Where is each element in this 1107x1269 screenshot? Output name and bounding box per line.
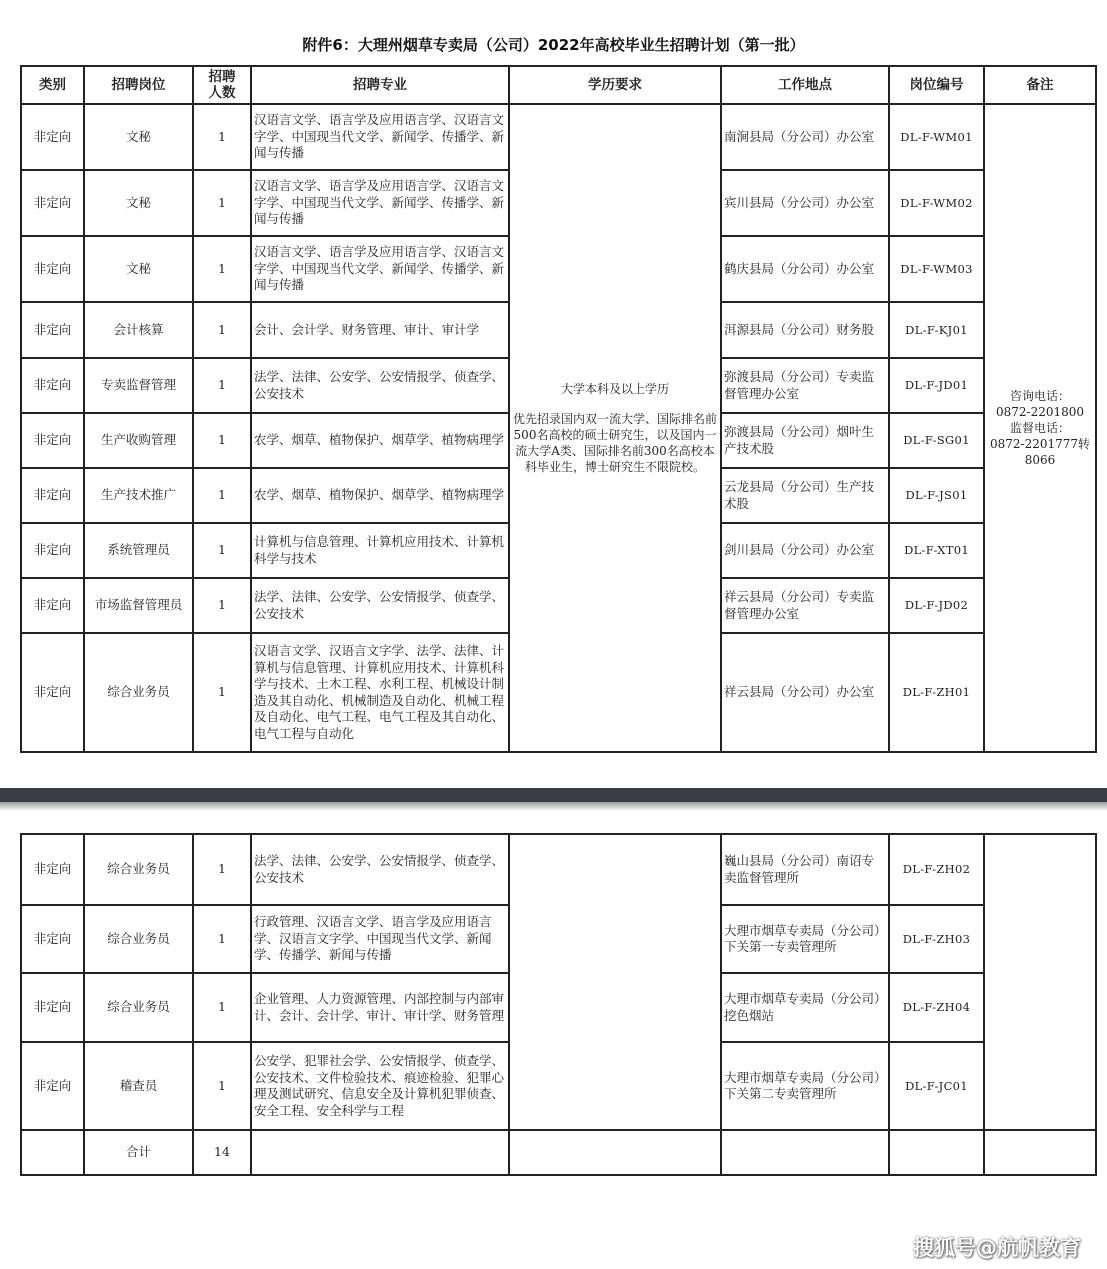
category-cell: 非定向 — [21, 358, 84, 413]
position-cell: 专卖监督管理 — [84, 358, 193, 413]
position-cell: 综合业务员 — [84, 973, 193, 1042]
position-cell: 系统管理员 — [84, 523, 193, 578]
education-degree: 大学本科及以上学历 — [560, 382, 669, 396]
table-row — [21, 104, 1096, 170]
location-cell: 云龙县局（分公司）生产技术股 — [721, 468, 889, 523]
count-cell: 1 — [193, 905, 251, 973]
location-cell: 剑川县局（分公司）办公室 — [721, 523, 889, 578]
code-cell: DL-F-ZH04 — [889, 973, 984, 1042]
header-education: 学历要求 — [509, 66, 721, 104]
total-empty-code — [889, 1130, 984, 1175]
recruitment-table-continued — [20, 833, 1097, 1176]
page-break-band — [0, 788, 1107, 802]
total-label: 合计 — [84, 1130, 193, 1175]
location-cell: 南涧县局（分公司）办公室 — [721, 104, 889, 170]
category-cell: 非定向 — [21, 578, 84, 633]
count-cell: 1 — [193, 633, 251, 752]
contact-note-cell: 咨询电话： 0872-2201800 监督电话： 0872-2201777转8066 — [984, 104, 1096, 752]
count-cell: 1 — [193, 468, 251, 523]
count-cell: 1 — [193, 413, 251, 468]
code-cell: DL-F-ZH03 — [889, 905, 984, 973]
major-cell: 汉语言文学、语言学及应用语言学、汉语言文字学、中国现当代文学、新闻学、传播学、新闻与传播 — [251, 170, 509, 236]
category-cell: 非定向 — [21, 523, 84, 578]
position-cell: 稽查员 — [84, 1042, 193, 1130]
total-count: 14 — [193, 1130, 251, 1175]
total-row — [21, 1130, 1096, 1175]
location-cell: 祥云县局（分公司）办公室 — [721, 633, 889, 752]
total-empty-category — [21, 1130, 84, 1175]
recruitment-table — [20, 65, 1097, 753]
code-cell: DL-F-ZH01 — [889, 633, 984, 752]
location-cell: 祥云县局（分公司）专卖监督管理办公室 — [721, 578, 889, 633]
category-cell: 非定向 — [21, 302, 84, 358]
header-position: 招聘岗位 — [84, 66, 193, 104]
count-cell: 1 — [193, 236, 251, 302]
location-cell: 弥渡县局（分公司）烟叶生产技术股 — [721, 413, 889, 468]
major-cell: 农学、烟草、植物保护、烟草学、植物病理学 — [251, 468, 509, 523]
total-empty-education — [509, 1130, 721, 1175]
total-empty-location — [721, 1130, 889, 1175]
major-cell: 企业管理、人力资源管理、内部控制与内部审计、会计、会计学、审计、审计学、财务管理 — [251, 973, 509, 1042]
category-cell: 非定向 — [21, 905, 84, 973]
position-cell: 会计核算 — [84, 302, 193, 358]
total-empty-major — [251, 1130, 509, 1175]
code-cell: DL-F-JD02 — [889, 578, 984, 633]
location-cell: 弥渡县局（分公司）专卖监督管理办公室 — [721, 358, 889, 413]
position-cell: 文秘 — [84, 236, 193, 302]
position-cell: 综合业务员 — [84, 905, 193, 973]
category-cell: 非定向 — [21, 973, 84, 1042]
table-row — [21, 834, 1096, 905]
header-major: 招聘专业 — [251, 66, 509, 104]
code-cell: DL-F-JD01 — [889, 358, 984, 413]
watermark: 搜狐号@航帆教育 — [913, 1236, 1081, 1260]
count-cell: 1 — [193, 170, 251, 236]
location-cell: 洱源县局（分公司）财务股 — [721, 302, 889, 358]
position-cell: 综合业务员 — [84, 834, 193, 905]
count-cell: 1 — [193, 358, 251, 413]
location-cell: 大理市烟草专卖局（分公司）下关第一专卖管理所 — [721, 905, 889, 973]
major-cell: 会计、会计学、财务管理、审计、审计学 — [251, 302, 509, 358]
location-cell: 鹤庆县局（分公司）办公室 — [721, 236, 889, 302]
major-cell: 汉语言文学、语言学及应用语言学、汉语言文字学、中国现当代文学、新闻学、传播学、新闻与传播 — [251, 236, 509, 302]
header-category: 类别 — [21, 66, 84, 104]
recruitment-table-page-2 — [20, 833, 1095, 1176]
location-cell: 巍山县局（分公司）南诏专卖监督管理所 — [721, 834, 889, 905]
major-cell: 公安学、犯罪社会学、公安情报学、侦查学、公安技术、文件检验技术、痕迹检验、犯罪心理及测试研究、信息安全及计算机犯罪侦查、安全工程、安全科学与工程 — [251, 1042, 509, 1130]
header-count: 招聘 人数 — [193, 66, 251, 104]
code-cell: DL-F-ZH02 — [889, 834, 984, 905]
major-cell: 农学、烟草、植物保护、烟草学、植物病理学 — [251, 413, 509, 468]
position-cell: 文秘 — [84, 104, 193, 170]
code-cell: DL-F-WM02 — [889, 170, 984, 236]
education-requirement-cell — [509, 104, 721, 752]
count-cell: 1 — [193, 302, 251, 358]
page-break-shadow — [0, 802, 1107, 810]
category-cell: 非定向 — [21, 468, 84, 523]
position-cell: 综合业务员 — [84, 633, 193, 752]
category-cell: 非定向 — [21, 413, 84, 468]
education-cell-empty — [509, 834, 721, 1130]
location-cell: 大理市烟草专卖局（分公司）下关第二专卖管理所 — [721, 1042, 889, 1130]
code-cell: DL-F-KJ01 — [889, 302, 984, 358]
count-cell: 1 — [193, 973, 251, 1042]
code-cell: DL-F-WM03 — [889, 236, 984, 302]
category-cell: 非定向 — [21, 1042, 84, 1130]
position-cell: 市场监督管理员 — [84, 578, 193, 633]
count-cell: 1 — [193, 523, 251, 578]
major-cell: 法学、法律、公安学、公安情报学、侦查学、公安技术 — [251, 578, 509, 633]
document-title: 附件6：大理州烟草专卖局（公司）2022年高校毕业生招聘计划（第一批） — [302, 36, 805, 54]
position-cell: 生产收购管理 — [84, 413, 193, 468]
total-empty-note — [984, 1130, 1096, 1175]
category-cell: 非定向 — [21, 104, 84, 170]
category-cell: 非定向 — [21, 834, 84, 905]
major-cell: 汉语言文学、汉语言文字学、法学、法律、计算机与信息管理、计算机应用技术、计算机科学与技术、土木工程、水利工程、机械设计制造及其自动化、机械制造及自动化、机械工程及自动化、电气工程、电气工程及其自动化、电气工程与自动化 — [251, 633, 509, 752]
header-code: 岗位编号 — [889, 66, 984, 104]
location-cell: 大理市烟草专卖局（分公司）挖色烟站 — [721, 973, 889, 1042]
position-cell: 文秘 — [84, 170, 193, 236]
code-cell: DL-F-WM01 — [889, 104, 984, 170]
major-cell: 计算机与信息管理、计算机应用技术、计算机科学与技术 — [251, 523, 509, 578]
code-cell: DL-F-JS01 — [889, 468, 984, 523]
category-cell: 非定向 — [21, 236, 84, 302]
header-note: 备注 — [984, 66, 1096, 104]
position-cell: 生产技术推广 — [84, 468, 193, 523]
major-cell: 行政管理、汉语言文学、语言学及应用语言学、汉语言文字学、中国现当代文学、新闻学、传播学、新闻与传播 — [251, 905, 509, 973]
recruitment-table-page-1 — [20, 65, 1095, 753]
location-cell: 宾川县局（分公司）办公室 — [721, 170, 889, 236]
code-cell: DL-F-SG01 — [889, 413, 984, 468]
code-cell: DL-F-XT01 — [889, 523, 984, 578]
count-cell: 1 — [193, 578, 251, 633]
major-cell: 法学、法律、公安学、公安情报学、侦查学、公安技术 — [251, 358, 509, 413]
category-cell: 非定向 — [21, 633, 84, 752]
major-cell: 汉语言文学、语言学及应用语言学、汉语言文字学、中国现当代文学、新闻学、传播学、新闻与传播 — [251, 104, 509, 170]
education-preference: 优先招录国内双一流大学、国际排名前500名高校的硕士研究生，以及国内一流大学A类、国际排名前300名高校本科毕业生，博士研究生不限院校。 — [513, 412, 718, 474]
header-location: 工作地点 — [721, 66, 889, 104]
count-cell: 1 — [193, 834, 251, 905]
major-cell: 法学、法律、公安学、公安情报学、侦查学、公安技术 — [251, 834, 509, 905]
category-cell: 非定向 — [21, 170, 84, 236]
count-cell: 1 — [193, 1042, 251, 1130]
note-cell-empty — [984, 834, 1096, 1130]
code-cell: DL-F-JC01 — [889, 1042, 984, 1130]
count-cell: 1 — [193, 104, 251, 170]
